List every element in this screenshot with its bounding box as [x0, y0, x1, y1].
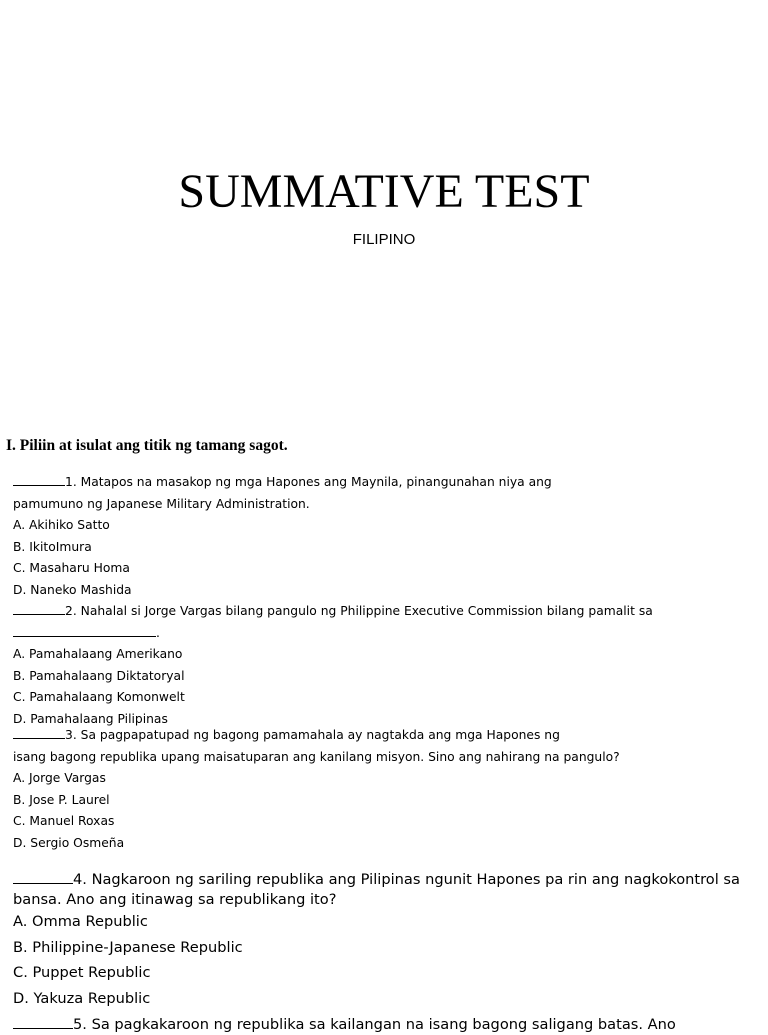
question-stem: 3. Sa pagpapatupad ng bagong pamamahala ay nagtakda ang mga Hapones ng [13, 725, 753, 747]
question-stem: 2. Nahalal si Jorge Vargas bilang pangulo ng Philippine Executive Commission bilang pamalit sa [13, 601, 753, 623]
question-stem-cont: . [13, 623, 753, 645]
question-stem-cont: isang bagong republika upang maisatuparan ang kanilang misyon. Sino ang nahirang na pangulo? [13, 749, 620, 764]
question-2 [13, 601, 753, 730]
option-d: D. Naneko Mashida [13, 582, 132, 597]
answer-blank[interactable] [13, 473, 65, 486]
option-b: B. Pamahalaang Diktatoryal [13, 668, 185, 683]
option-a: A. Pamahalaang Amerikano [13, 647, 183, 661]
question-stem: 5. Sa pagkakaroon ng republika sa kailangan na isang bagong saligang batas. Ano [13, 1014, 753, 1035]
question-stem: 4. Nagkaroon ng sariling republika ang Pilipinas ngunit Hapones pa rin ang nagkokontrol sa [13, 869, 753, 890]
option-b: B. Jose P. Laurel [13, 792, 110, 807]
answer-blank[interactable] [13, 726, 65, 739]
option-c: C. Masaharu Homa [13, 561, 130, 575]
section-heading: I. Piliin at isulat ang titik ng tamang sagot. [6, 437, 288, 454]
option-d: D. Yakuza Republic [13, 989, 151, 1007]
option-c: C. Pamahalaang Komonwelt [13, 690, 185, 704]
question-3 [13, 725, 753, 854]
option-c: C. Puppet Republic [13, 964, 151, 981]
option-b: B. IkitoImura [13, 539, 92, 554]
answer-blank[interactable] [13, 602, 65, 615]
question-5 [13, 1014, 753, 1035]
option-a: A. Jorge Vargas [13, 771, 106, 785]
option-d: D. Sergio Osmeña [13, 835, 125, 850]
option-a: A. Omma Republic [13, 913, 148, 930]
page-title: SUMMATIVE TEST [178, 165, 590, 218]
option-c: C. Manuel Roxas [13, 814, 115, 828]
question-stem-cont: pamumuno ng Japanese Military Administration. [13, 496, 310, 511]
fill-in-blank[interactable] [13, 624, 156, 637]
question-stem-cont: bansa. Ano ang itinawag sa republikang ito? [13, 890, 337, 908]
answer-blank[interactable] [13, 869, 73, 884]
option-b: B. Philippine-Japanese Republic [13, 938, 243, 956]
option-a: A. Akihiko Satto [13, 518, 110, 532]
question-4 [13, 869, 753, 1011]
option-d: D. Pamahalaang Pilipinas [13, 711, 168, 726]
question-stem: 1. Matapos na masakop ng mga Hapones ang Maynila, pinangunahan niya ang [13, 472, 753, 494]
page-subtitle: FILIPINO [352, 231, 416, 248]
question-1 [13, 472, 753, 601]
answer-blank[interactable] [13, 1014, 73, 1029]
